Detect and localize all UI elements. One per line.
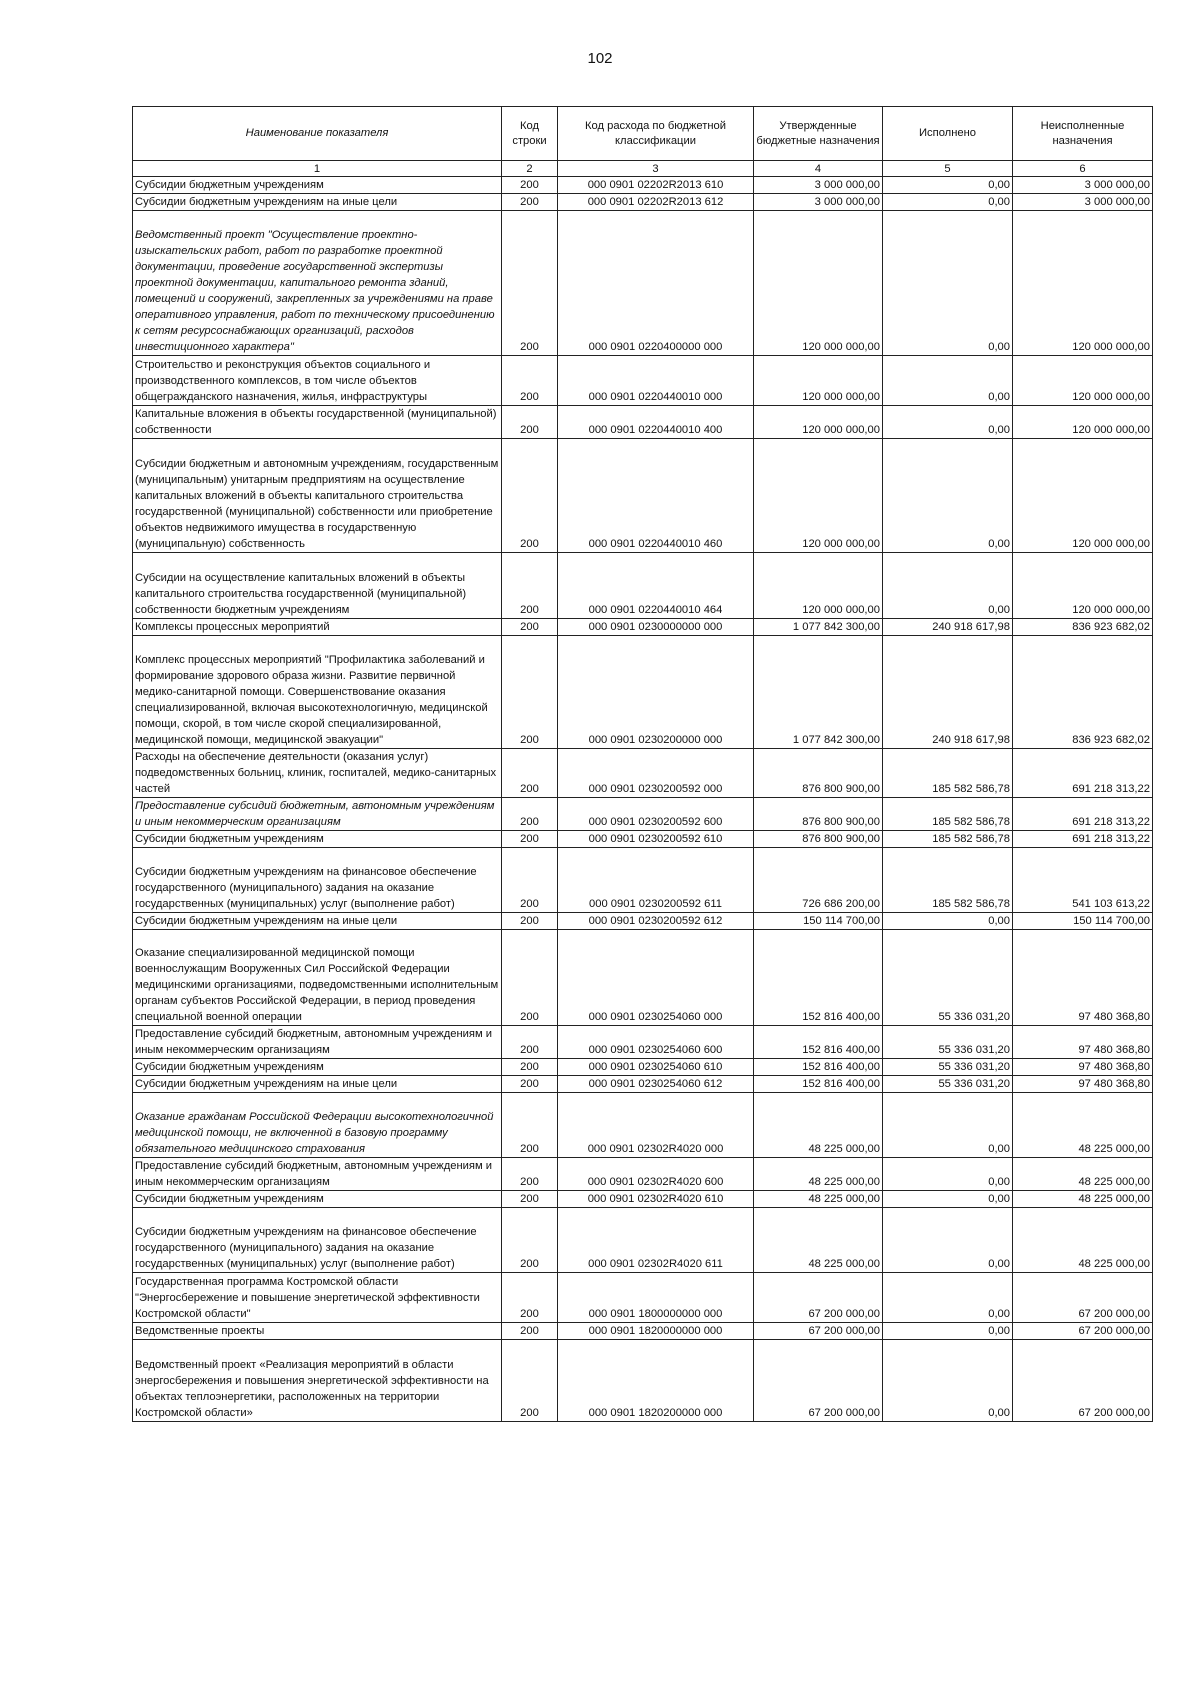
cell-unexecuted: 836 923 682,02 [1013, 636, 1153, 749]
header-approved: Утвержденные бюджетные назначения [754, 107, 883, 161]
cell-name: Субсидии бюджетным учреждениям на финансовое обеспечение государственного (муниципального) задания на оказание государственных (муниципальных) услуг (выполнение работ) [133, 848, 502, 913]
cell-unexecuted: 97 480 368,80 [1013, 1076, 1153, 1093]
cell-code: 200 [502, 1026, 558, 1059]
cell-name: Субсидии бюджетным учреждениям на финансовое обеспечение государственного (муниципального) задания на оказание государственных (муниципальных) услуг (выполнение работ) [133, 1208, 502, 1273]
cell-executed: 55 336 031,20 [883, 1059, 1013, 1076]
cell-code: 200 [502, 1093, 558, 1158]
cell-name: Предоставление субсидий бюджетным, автономным учреждениям и иным некоммерческим организациям [133, 798, 502, 831]
cell-approved: 48 225 000,00 [754, 1093, 883, 1158]
cell-unexecuted: 120 000 000,00 [1013, 356, 1153, 406]
header-code: Код строки [502, 107, 558, 161]
cell-code: 200 [502, 913, 558, 930]
table-row [133, 406, 1153, 439]
cell-kbk: 000 0901 02202R2013 610 [558, 177, 754, 194]
cell-executed: 0,00 [883, 913, 1013, 930]
cell-approved: 48 225 000,00 [754, 1191, 883, 1208]
cell-unexecuted: 836 923 682,02 [1013, 619, 1153, 636]
cell-code: 200 [502, 1323, 558, 1340]
cell-kbk: 000 0901 02302R4020 600 [558, 1158, 754, 1191]
cell-code: 200 [502, 553, 558, 619]
cell-unexecuted: 541 103 613,22 [1013, 848, 1153, 913]
cell-approved: 150 114 700,00 [754, 913, 883, 930]
cell-name: Оказание специализированной медицинской помощи военнослужащим Вооруженных Сил Российской Федерации медицинскими организациями, подведомственными исполнительным органам субъектов Российской Федерации, в период проведения специальной военной операции [133, 930, 502, 1026]
cell-kbk: 000 0901 1800000000 000 [558, 1273, 754, 1323]
cell-executed: 0,00 [883, 1340, 1013, 1422]
column-number: 2 [502, 161, 558, 177]
cell-name: Комплексы процессных мероприятий [133, 619, 502, 636]
cell-code: 200 [502, 619, 558, 636]
column-number: 3 [558, 161, 754, 177]
cell-kbk: 000 0901 1820200000 000 [558, 1340, 754, 1422]
cell-approved: 152 816 400,00 [754, 1076, 883, 1093]
table-row [133, 798, 1153, 831]
cell-unexecuted: 67 200 000,00 [1013, 1323, 1153, 1340]
cell-executed: 240 918 617,98 [883, 636, 1013, 749]
cell-name: Субсидии бюджетным учреждениям [133, 831, 502, 848]
cell-unexecuted: 48 225 000,00 [1013, 1191, 1153, 1208]
cell-kbk: 000 0901 0220440010 460 [558, 439, 754, 553]
cell-code: 200 [502, 1059, 558, 1076]
cell-kbk: 000 0901 02302R4020 000 [558, 1093, 754, 1158]
budget-execution-table [132, 106, 1153, 1422]
cell-approved: 120 000 000,00 [754, 356, 883, 406]
cell-executed: 240 918 617,98 [883, 619, 1013, 636]
cell-executed: 55 336 031,20 [883, 930, 1013, 1026]
cell-kbk: 000 0901 0230200592 611 [558, 848, 754, 913]
cell-code: 200 [502, 848, 558, 913]
cell-kbk: 000 0901 0230200592 610 [558, 831, 754, 848]
cell-approved: 152 816 400,00 [754, 930, 883, 1026]
cell-code: 200 [502, 1273, 558, 1323]
cell-kbk: 000 0901 02302R4020 610 [558, 1191, 754, 1208]
cell-name: Государственная программа Костромской области "Энергосбережение и повышение энергетической эффективности Костромской области" [133, 1273, 502, 1323]
table-row [133, 356, 1153, 406]
cell-executed: 0,00 [883, 1093, 1013, 1158]
cell-executed: 185 582 586,78 [883, 798, 1013, 831]
table-row [133, 1273, 1153, 1323]
cell-executed: 0,00 [883, 356, 1013, 406]
cell-code: 200 [502, 406, 558, 439]
cell-unexecuted: 48 225 000,00 [1013, 1208, 1153, 1273]
cell-code: 200 [502, 211, 558, 356]
cell-approved: 876 800 900,00 [754, 749, 883, 798]
cell-approved: 152 816 400,00 [754, 1026, 883, 1059]
cell-kbk: 000 0901 0230200592 612 [558, 913, 754, 930]
cell-code: 200 [502, 356, 558, 406]
cell-executed: 55 336 031,20 [883, 1076, 1013, 1093]
cell-code: 200 [502, 177, 558, 194]
table-row [133, 553, 1153, 619]
cell-unexecuted: 97 480 368,80 [1013, 930, 1153, 1026]
cell-executed: 0,00 [883, 1208, 1013, 1273]
column-number: 1 [133, 161, 502, 177]
header-executed: Исполнено [883, 107, 1013, 161]
cell-executed: 185 582 586,78 [883, 749, 1013, 798]
table-row [133, 749, 1153, 798]
cell-kbk: 000 0901 0220400000 000 [558, 211, 754, 356]
cell-unexecuted: 97 480 368,80 [1013, 1059, 1153, 1076]
cell-approved: 3 000 000,00 [754, 177, 883, 194]
cell-code: 200 [502, 1158, 558, 1191]
cell-unexecuted: 67 200 000,00 [1013, 1340, 1153, 1422]
cell-approved: 67 200 000,00 [754, 1323, 883, 1340]
cell-name: Субсидии бюджетным учреждениям [133, 1191, 502, 1208]
cell-approved: 726 686 200,00 [754, 848, 883, 913]
cell-unexecuted: 120 000 000,00 [1013, 553, 1153, 619]
cell-executed: 0,00 [883, 1273, 1013, 1323]
cell-unexecuted: 120 000 000,00 [1013, 439, 1153, 553]
column-number: 6 [1013, 161, 1153, 177]
table-row [133, 1059, 1153, 1076]
cell-approved: 120 000 000,00 [754, 553, 883, 619]
table-row [133, 177, 1153, 194]
cell-name: Оказание гражданам Российской Федерации высокотехнологичной медицинской помощи, не включенной в базовую программу обязательного медицинского страхования [133, 1093, 502, 1158]
table-row [133, 913, 1153, 930]
cell-name: Субсидии бюджетным учреждениям на иные цели [133, 194, 502, 211]
cell-name: Субсидии бюджетным учреждениям [133, 177, 502, 194]
column-number-row [133, 161, 1153, 177]
cell-unexecuted: 3 000 000,00 [1013, 177, 1153, 194]
cell-unexecuted: 691 218 313,22 [1013, 749, 1153, 798]
cell-approved: 120 000 000,00 [754, 406, 883, 439]
cell-approved: 67 200 000,00 [754, 1273, 883, 1323]
cell-name: Предоставление субсидий бюджетным, автономным учреждениям и иным некоммерческим организациям [133, 1026, 502, 1059]
table-row [133, 194, 1153, 211]
cell-kbk: 000 0901 0220440010 464 [558, 553, 754, 619]
cell-unexecuted: 120 000 000,00 [1013, 211, 1153, 356]
table-row [133, 619, 1153, 636]
cell-kbk: 000 0901 0220440010 000 [558, 356, 754, 406]
cell-executed: 185 582 586,78 [883, 831, 1013, 848]
cell-unexecuted: 97 480 368,80 [1013, 1026, 1153, 1059]
cell-kbk: 000 0901 0220440010 400 [558, 406, 754, 439]
cell-name: Субсидии бюджетным учреждениям [133, 1059, 502, 1076]
cell-approved: 48 225 000,00 [754, 1158, 883, 1191]
cell-unexecuted: 150 114 700,00 [1013, 913, 1153, 930]
cell-unexecuted: 120 000 000,00 [1013, 406, 1153, 439]
header-kbk: Код расхода по бюджетной классификации [558, 107, 754, 161]
table-row [133, 930, 1153, 1026]
page-number: 102 [587, 50, 613, 67]
cell-approved: 1 077 842 300,00 [754, 619, 883, 636]
cell-approved: 120 000 000,00 [754, 439, 883, 553]
table-row [133, 1026, 1153, 1059]
cell-executed: 0,00 [883, 1158, 1013, 1191]
cell-kbk: 000 0901 1820000000 000 [558, 1323, 754, 1340]
column-number: 5 [883, 161, 1013, 177]
cell-code: 200 [502, 1191, 558, 1208]
cell-code: 200 [502, 194, 558, 211]
cell-name: Капитальные вложения в объекты государственной (муниципальной) собственности [133, 406, 502, 439]
cell-approved: 120 000 000,00 [754, 211, 883, 356]
cell-name: Субсидии на осуществление капитальных вложений в объекты капитального строительства государственной (муниципальной) собственности бюджетным учреждениям [133, 553, 502, 619]
cell-executed: 0,00 [883, 211, 1013, 356]
cell-name: Ведомственные проекты [133, 1323, 502, 1340]
cell-executed: 0,00 [883, 194, 1013, 211]
cell-kbk: 000 0901 0230254060 612 [558, 1076, 754, 1093]
cell-approved: 67 200 000,00 [754, 1340, 883, 1422]
cell-code: 200 [502, 1340, 558, 1422]
cell-code: 200 [502, 439, 558, 553]
cell-code: 200 [502, 636, 558, 749]
header-unexecuted: Неисполненные назначения [1013, 107, 1153, 161]
cell-unexecuted: 3 000 000,00 [1013, 194, 1153, 211]
cell-kbk: 000 0901 0230254060 610 [558, 1059, 754, 1076]
cell-code: 200 [502, 1208, 558, 1273]
cell-unexecuted: 48 225 000,00 [1013, 1158, 1153, 1191]
table-row [133, 1093, 1153, 1158]
cell-code: 200 [502, 930, 558, 1026]
table-row [133, 1191, 1153, 1208]
column-number: 4 [754, 161, 883, 177]
cell-name: Строительство и реконструкция объектов социального и производственного комплексов, в том числе объектов общегражданского назначения, жилья, инфраструктуры [133, 356, 502, 406]
cell-executed: 0,00 [883, 406, 1013, 439]
table-row [133, 1076, 1153, 1093]
cell-name: Субсидии бюджетным учреждениям на иные цели [133, 913, 502, 930]
table-row [133, 1158, 1153, 1191]
table-row [133, 636, 1153, 749]
table-row [133, 1340, 1153, 1422]
cell-unexecuted: 691 218 313,22 [1013, 831, 1153, 848]
cell-code: 200 [502, 831, 558, 848]
cell-approved: 876 800 900,00 [754, 831, 883, 848]
table-row [133, 831, 1153, 848]
cell-kbk: 000 0901 0230254060 000 [558, 930, 754, 1026]
cell-executed: 0,00 [883, 439, 1013, 553]
cell-approved: 3 000 000,00 [754, 194, 883, 211]
cell-name: Комплекс процессных мероприятий "Профилактика заболеваний и формирование здорового образа жизни. Развитие первичной медико-санитарной помощи. Совершенствование оказания специализированной, включая высокотехнологичную, медицинской помощи, скорой, в том числе скорой специализированной, медицинской помощи, медицинской эвакуации" [133, 636, 502, 749]
cell-name: Расходы на обеспечение деятельности (оказания услуг) подведомственных больниц, клиник, госпиталей, медико-санитарных частей [133, 749, 502, 798]
cell-name: Ведомственный проект "Осуществление проектно-изыскательских работ, работ по разработке проектной документации, проведение государственной экспертизы проектной документации, капитального ремонта зданий, помещений и сооружений, закрепленных за учреждениями на праве оперативного управления, работ по техническому присоединению к сетям ресурсоснабжающих организаций, расходов инвестиционного характера" [133, 211, 502, 356]
cell-approved: 876 800 900,00 [754, 798, 883, 831]
cell-kbk: 000 0901 0230200592 000 [558, 749, 754, 798]
cell-unexecuted: 48 225 000,00 [1013, 1093, 1153, 1158]
header-name: Наименование показателя [133, 107, 502, 161]
cell-name: Ведомственный проект «Реализация мероприятий в области энергосбережения и повышения энергетической эффективности на объектах теплоэнергетики, расположенных на территории Костромской области» [133, 1340, 502, 1422]
table-row [133, 211, 1153, 356]
cell-kbk: 000 0901 0230000000 000 [558, 619, 754, 636]
cell-approved: 152 816 400,00 [754, 1059, 883, 1076]
cell-code: 200 [502, 1076, 558, 1093]
cell-kbk: 000 0901 02302R4020 611 [558, 1208, 754, 1273]
table-header-row [133, 107, 1153, 161]
table-row [133, 1208, 1153, 1273]
cell-executed: 0,00 [883, 177, 1013, 194]
cell-unexecuted: 691 218 313,22 [1013, 798, 1153, 831]
cell-code: 200 [502, 749, 558, 798]
cell-approved: 1 077 842 300,00 [754, 636, 883, 749]
table-row [133, 848, 1153, 913]
cell-kbk: 000 0901 0230254060 600 [558, 1026, 754, 1059]
cell-executed: 0,00 [883, 553, 1013, 619]
cell-executed: 0,00 [883, 1191, 1013, 1208]
cell-executed: 55 336 031,20 [883, 1026, 1013, 1059]
cell-name: Предоставление субсидий бюджетным, автономным учреждениям и иным некоммерческим организациям [133, 1158, 502, 1191]
cell-kbk: 000 0901 0230200592 600 [558, 798, 754, 831]
cell-name: Субсидии бюджетным учреждениям на иные цели [133, 1076, 502, 1093]
cell-executed: 0,00 [883, 1323, 1013, 1340]
cell-kbk: 000 0901 0230200000 000 [558, 636, 754, 749]
cell-code: 200 [502, 798, 558, 831]
cell-executed: 185 582 586,78 [883, 848, 1013, 913]
table-row [133, 439, 1153, 553]
cell-kbk: 000 0901 02202R2013 612 [558, 194, 754, 211]
table-row [133, 1323, 1153, 1340]
cell-unexecuted: 67 200 000,00 [1013, 1273, 1153, 1323]
cell-approved: 48 225 000,00 [754, 1208, 883, 1273]
cell-name: Субсидии бюджетным и автономным учреждениям, государственным (муниципальным) унитарным предприятиям на осуществление капитальных вложений в объекты капитального строительства государственной (муниципальной) собственности или приобретение объектов недвижимого имущества в государственную (муниципальную) собственность [133, 439, 502, 553]
